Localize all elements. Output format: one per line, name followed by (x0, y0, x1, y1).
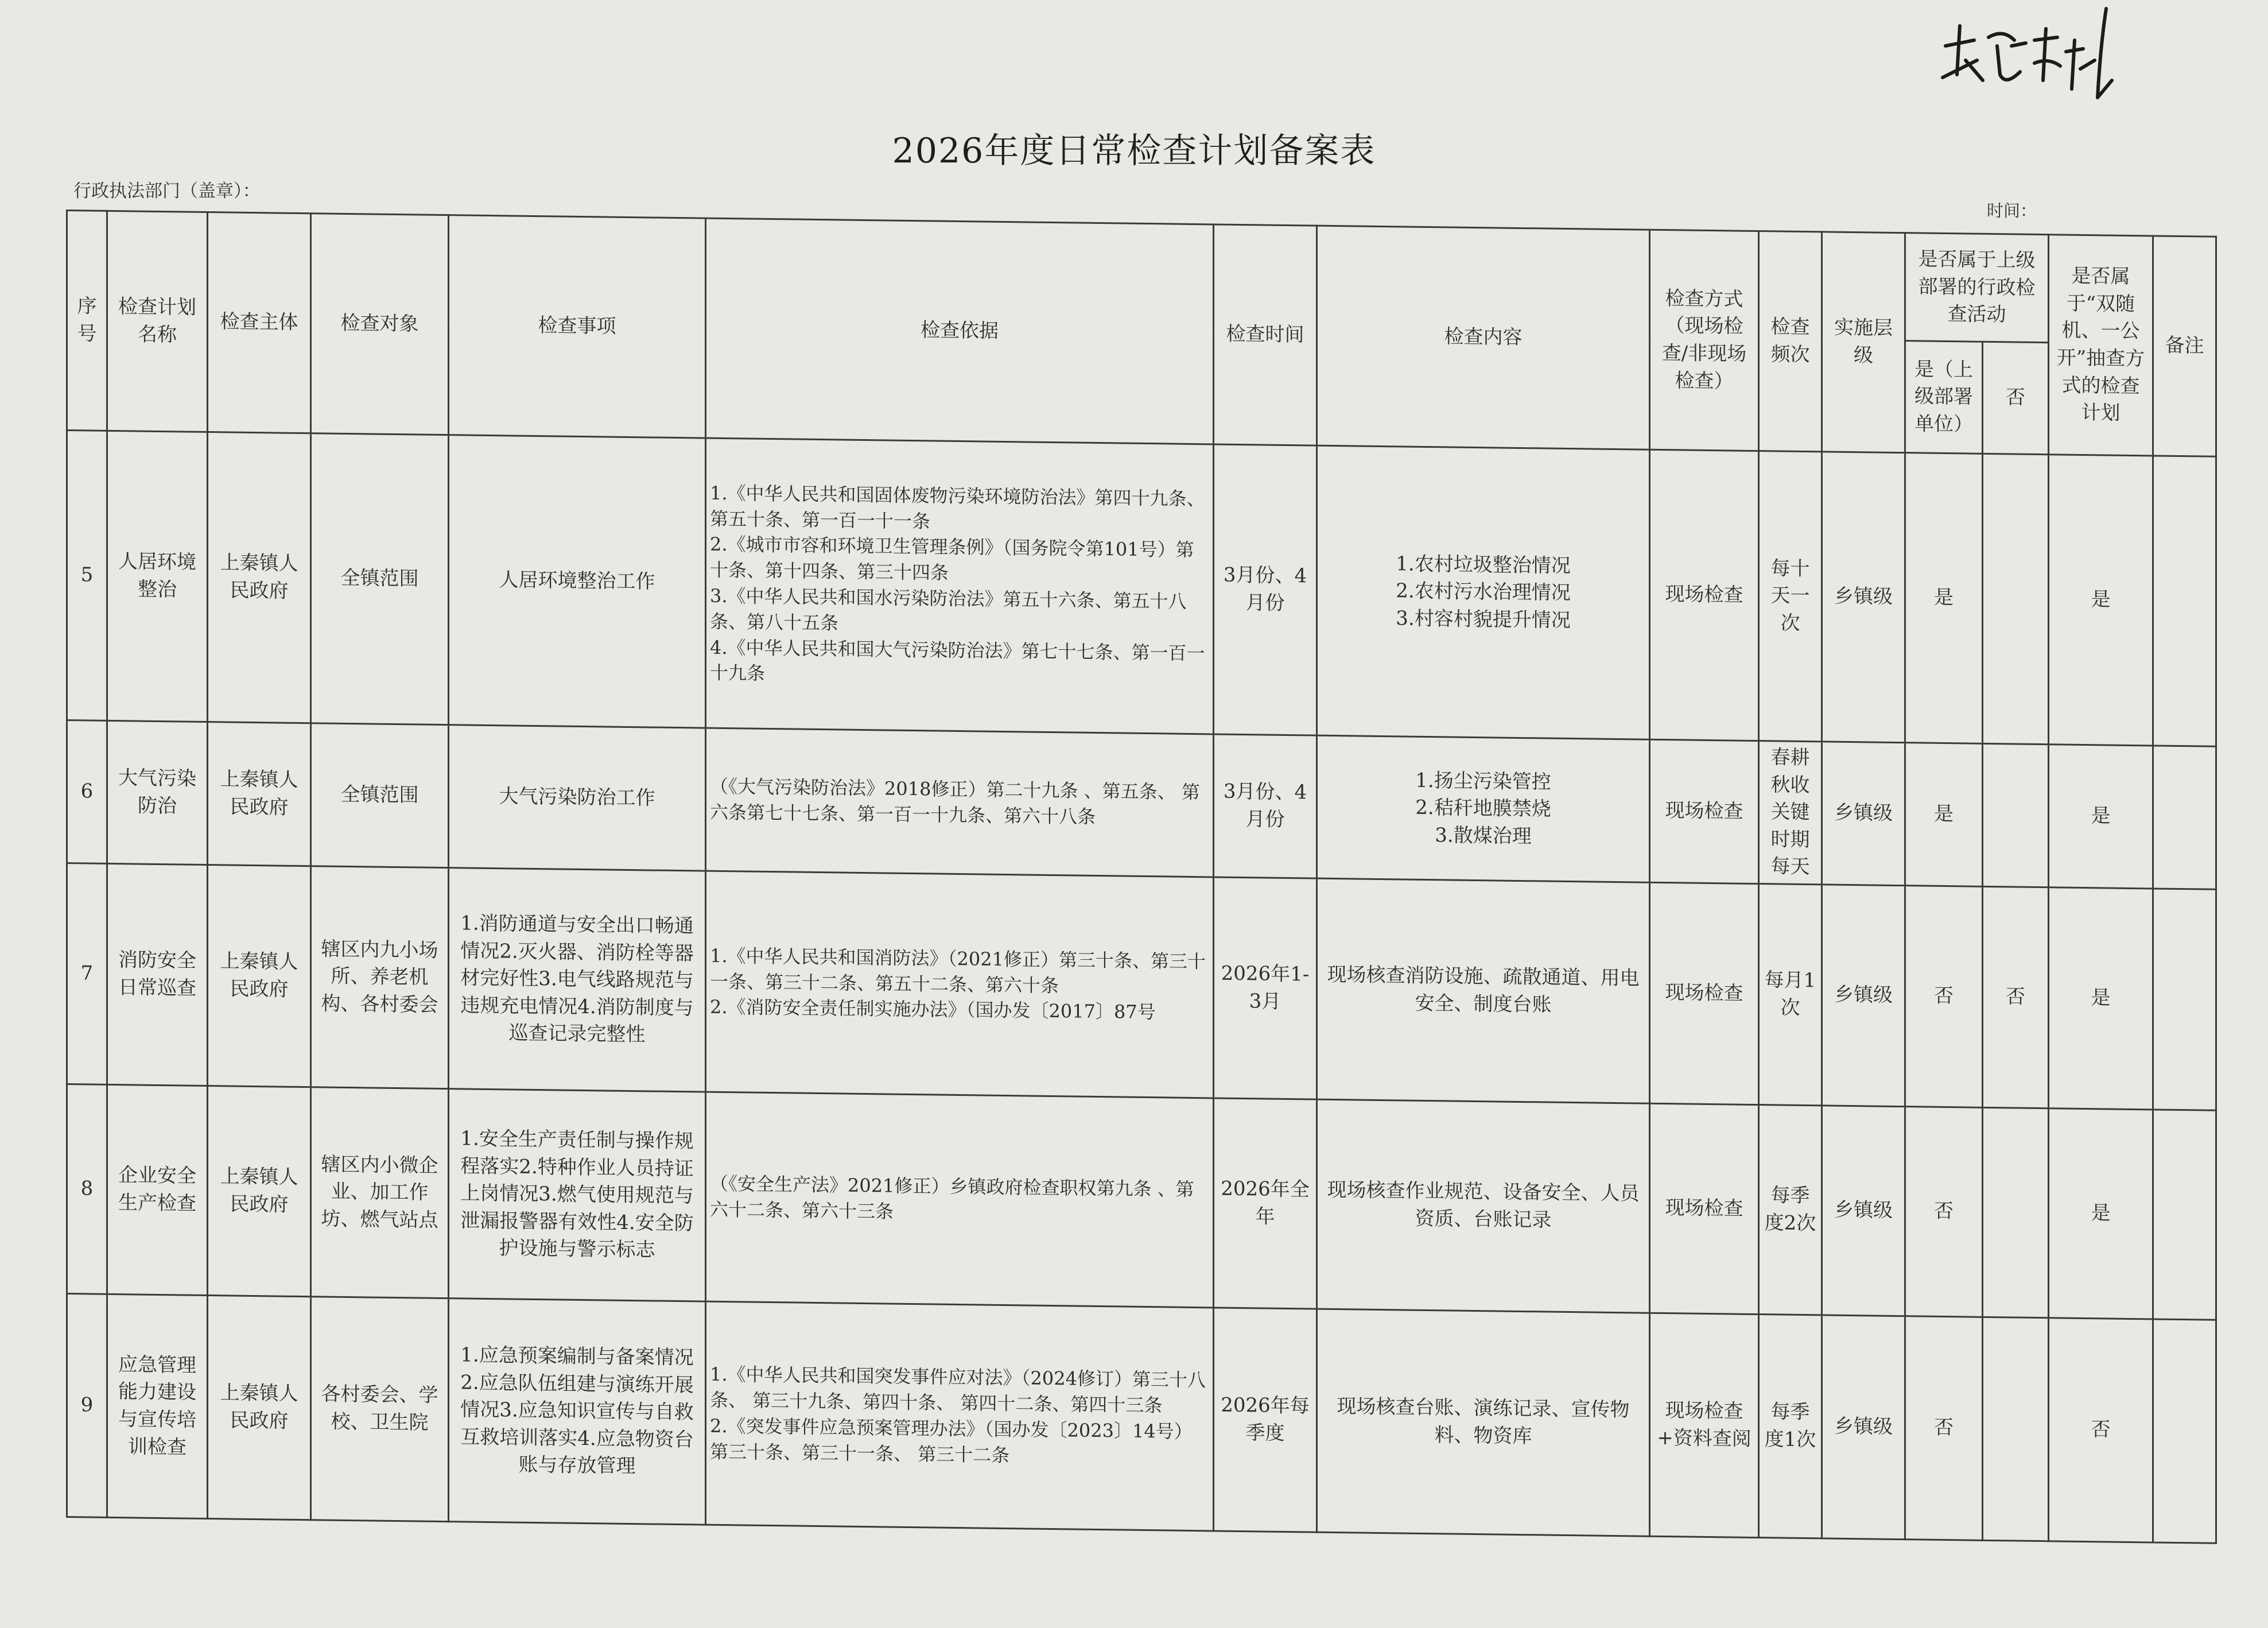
cell-remark (2153, 889, 2216, 1110)
cell-target: 全镇范围 (311, 433, 449, 725)
cell-random: 是 (2049, 455, 2153, 746)
header-superior-yes: 是（上级部署单位） (1905, 341, 1983, 454)
header-remark: 备注 (2153, 236, 2216, 456)
cell-random: 是 (2049, 745, 2153, 889)
cell-superior-yes: 是 (1905, 743, 1983, 887)
cell-subject: 上秦镇人民政府 (208, 1086, 311, 1296)
cell-time: 3月份、4月份 (1214, 734, 1317, 878)
cell-random: 是 (2049, 1108, 2153, 1319)
cell-target: 辖区内小微企业、加工作坊、燃气站点 (311, 1087, 449, 1298)
cell-plan-name: 消防安全日常巡查 (107, 863, 208, 1086)
cell-plan-name: 人居环境整治 (107, 431, 208, 722)
cell-subject: 上秦镇人民政府 (208, 432, 311, 723)
cell-seq: 5 (67, 431, 107, 721)
cell-method: 现场检查 (1650, 739, 1759, 883)
header-time: 检查时间 (1214, 224, 1317, 445)
cell-subject: 上秦镇人民政府 (208, 1295, 311, 1520)
cell-content: 现场核查消防设施、疏散通道、用电安全、制度台账 (1317, 878, 1650, 1103)
department-label: 行政执法部门（盖章）： (73, 181, 261, 201)
cell-remark (2153, 456, 2216, 746)
cell-time: 2026年每季度 (1214, 1308, 1317, 1532)
cell-subject: 上秦镇人民政府 (208, 722, 311, 866)
cell-frequency: 每季度2次 (1759, 1105, 1822, 1315)
cell-superior-no: 否 (1983, 886, 2049, 1108)
header-superior-group: 是否属于上级部署的行政检查活动 (1905, 233, 2049, 343)
cell-plan-name: 大气污染防治 (107, 720, 208, 865)
cell-seq: 7 (67, 863, 107, 1084)
cell-content: 现场核查作业规范、设备安全、人员资质、台账记录 (1317, 1099, 1650, 1313)
header-subject: 检查主体 (208, 212, 311, 433)
cell-plan-name: 企业安全生产检查 (107, 1084, 208, 1295)
header-items: 检查事项 (449, 215, 706, 438)
inspection-plan-table (66, 210, 2217, 1544)
cell-basis: 1.《中华人民共和国固体废物污染环境防治法》第四十九条、第五十条、第一百一十一条 2.《城市市容和环境卫生管理条例》（国务院令第101号）第十条、第十四条、第三十四条 3.《中华人民共和国水污染防治法》第五十六条、第五十八条、第八十五条 4.《中华人民共和国大气污染防治法》第七十七条、第一百一十九条 (706, 438, 1214, 734)
cell-superior-no (1983, 1317, 2049, 1541)
table-row (67, 863, 2216, 1110)
cell-content: 1.扬尘污染管控 2.秸秆地膜禁烧 3.散煤治理 (1317, 735, 1650, 882)
cell-items: 1.消防通道与安全出口畅通情况2.灭火器、消防栓等器材完好性3.电气线路规范与违规充电情况4.消防制度与巡查记录完整性 (449, 868, 706, 1092)
cell-superior-yes: 否 (1905, 886, 1983, 1108)
cell-method: 现场检查 (1650, 1103, 1759, 1314)
cell-seq: 8 (67, 1084, 107, 1294)
cell-items: 人居环境整治工作 (449, 435, 706, 728)
header-frequency: 检查频次 (1759, 231, 1822, 452)
table-row (67, 1293, 2216, 1543)
cell-remark (2153, 1110, 2216, 1320)
cell-content: 1.农村垃圾整治情况 2.农村污水治理情况 3.村容村貌提升情况 (1317, 445, 1650, 739)
header-target: 检查对象 (311, 214, 449, 435)
cell-level: 乡镇级 (1822, 885, 1905, 1107)
cell-time: 2026年1-3月 (1214, 877, 1317, 1099)
cell-basis: （《大气污染防治法》2018修正）第二十九条 、第五条、 第六条第七十七条、第一百一十九条、第六十八条 (706, 728, 1214, 877)
cell-random: 否 (2049, 1318, 2153, 1542)
cell-basis: 1.《中华人民共和国消防法》（2021修正）第三十条、第三十一条、第三十二条、第五十二条、第六十条 2.《消防安全责任制实施办法》（国办发〔2017〕87号 (706, 871, 1214, 1098)
header-basis: 检查依据 (706, 218, 1214, 444)
cell-target: 辖区内九小场所、养老机构、各村委会 (311, 866, 449, 1089)
header-method: 检查方式（现场检查/非现场检查） (1650, 230, 1759, 451)
cell-superior-no (1983, 743, 2049, 887)
header-superior-no: 否 (1983, 342, 2049, 454)
cell-subject: 上秦镇人民政府 (208, 865, 311, 1087)
cell-time: 2026年全年 (1214, 1098, 1317, 1309)
cell-method: 现场检查 (1650, 449, 1759, 741)
page-title: 2026年度日常检查计划备案表 (892, 131, 1376, 171)
cell-target: 各村委会、学校、卫生院 (311, 1297, 449, 1522)
time-label: 时间： (1987, 201, 2037, 220)
cell-remark (2153, 746, 2216, 889)
cell-frequency: 每十天一次 (1759, 451, 1822, 742)
header-plan-name: 检查计划名称 (107, 211, 208, 432)
header-level: 实施层级 (1822, 232, 1905, 453)
cell-target: 全镇范围 (311, 723, 449, 868)
cell-time: 3月份、4月份 (1214, 444, 1317, 735)
cell-superior-yes: 是 (1905, 453, 1983, 744)
cell-basis: 1.《中华人民共和国突发事件应对法》（2024修订）第三十八条、 第三十九条、第四十条、 第四十二条、第四十三条 2.《突发事件应急预案管理办法》（国办发〔2023〕14号）第三十条、第三十一条、 第三十二条 (706, 1301, 1214, 1531)
cell-method: 现场检查+资料查阅 (1650, 1313, 1759, 1537)
cell-items: 1.安全生产责任制与操作规程落实2.特种作业人员持证上岗情况3.燃气使用规范与泄漏报警器有效性4.安全防护设施与警示标志 (449, 1089, 706, 1301)
cell-level: 乡镇级 (1822, 1315, 1905, 1540)
table-row (67, 720, 2216, 890)
table-header-row (67, 211, 2216, 345)
cell-seq: 9 (67, 1293, 107, 1517)
cell-frequency: 每月1次 (1759, 884, 1822, 1106)
cell-seq: 6 (67, 720, 107, 864)
cell-level: 乡镇级 (1822, 742, 1905, 886)
cell-superior-yes: 否 (1905, 1107, 1983, 1317)
cell-method: 现场检查 (1650, 882, 1759, 1104)
cell-items: 1.应急预案编制与备案情况2.应急队伍组建与演练开展情况3.应急知识宣传与自救互救培训落实4.应急物资台账与存放管理 (449, 1298, 706, 1525)
header-content: 检查内容 (1317, 226, 1650, 449)
cell-content: 现场核查台账、演练记录、宣传物料、物资库 (1317, 1309, 1650, 1536)
cell-frequency: 每季度1次 (1759, 1315, 1822, 1538)
cell-basis: （《安全生产法》2021修正）乡镇政府检查职权第九条 、第六十二条、第六十三条 (706, 1092, 1214, 1308)
table-row (67, 1084, 2216, 1320)
header-random: 是否属于“双随机、一公开”抽查方式的检查计划 (2049, 235, 2153, 456)
cell-random: 是 (2049, 887, 2153, 1110)
table-row (67, 431, 2216, 747)
header-seq: 序号 (67, 211, 107, 431)
cell-level: 乡镇级 (1822, 452, 1905, 743)
handwritten-signature (1934, 6, 2129, 115)
cell-remark (2153, 1319, 2216, 1543)
cell-superior-no (1983, 1107, 2049, 1317)
cell-frequency: 春耕秋收关键时期每天 (1759, 741, 1822, 885)
cell-level: 乡镇级 (1822, 1106, 1905, 1316)
cell-superior-no (1983, 453, 2049, 744)
cell-superior-yes: 否 (1905, 1316, 1983, 1541)
cell-items: 大气污染防治工作 (449, 725, 706, 871)
cell-plan-name: 应急管理能力建设与宣传培训检查 (107, 1294, 208, 1518)
